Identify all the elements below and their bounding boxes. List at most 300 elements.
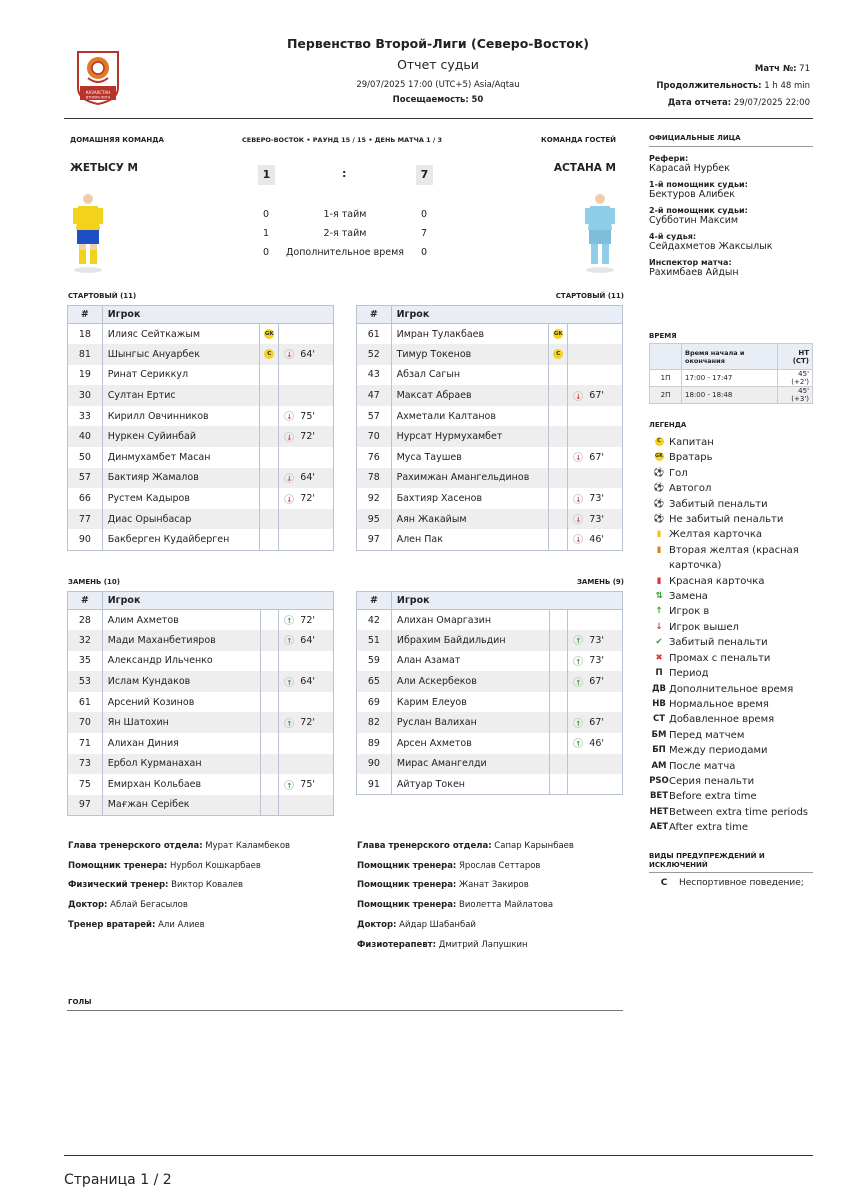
event-time: 64' (300, 634, 315, 646)
official-entry (649, 154, 813, 174)
player-event-cell (568, 344, 623, 365)
player-name: Нурсат Нурмухамбет (391, 426, 549, 447)
player-number: 70 (357, 426, 392, 447)
table-row (357, 630, 623, 651)
legend-item (649, 497, 813, 512)
player-in-icon: ↑ (284, 615, 294, 625)
player-badge-cell (260, 324, 279, 345)
away-subs-label: ЗАМЕНЬ (9) (576, 578, 624, 586)
player-number: 78 (357, 468, 392, 489)
player-in-icon: ↑ (573, 738, 583, 748)
home-starting-table (67, 305, 334, 551)
player-event-cell (568, 529, 623, 550)
warning-text: Неспортивное поведение; (679, 878, 804, 888)
player-name: Арсен Ахметов (391, 733, 549, 754)
player-event-cell (279, 529, 334, 550)
player-number: 50 (68, 447, 103, 468)
table-row (357, 426, 623, 447)
col-player-header: Игрок (391, 306, 622, 324)
player-out-icon: ↓ (284, 349, 294, 359)
time-col-start: Время начала и окончания (682, 344, 778, 370)
event-time: 67' (589, 717, 604, 729)
home-team-label: ДОМАШНЯЯ КОМАНДА (70, 136, 164, 144)
table-row (357, 774, 623, 795)
table-row (68, 509, 334, 530)
home-staff-list (68, 837, 348, 936)
round-info: СЕВЕРО-ВОСТОК • РАУНД 15 / 15 • ДЕНЬ МАТЧА 1 / 3 (242, 136, 443, 144)
staff-role: Глава тренерского отдела: (68, 841, 203, 851)
footer-divider (64, 1155, 813, 1156)
player-number: 76 (357, 447, 392, 468)
staff-entry (68, 896, 348, 916)
away-period-score: 0 (420, 247, 428, 258)
staff-role: Тренер вратарей: (68, 919, 156, 930)
staff-name: Ярослав Сеттаров (459, 860, 541, 871)
home-subs-table (67, 591, 334, 816)
table-row (68, 365, 334, 386)
legend-item (649, 620, 813, 635)
staff-name: Виктор Ковалев (171, 880, 244, 891)
captain-icon: C (553, 349, 563, 359)
report-date: Дата отчета: 29/07/2025 22:00 (667, 98, 810, 108)
player-number: 95 (357, 509, 392, 530)
player-badge-cell (549, 651, 567, 672)
player-event-cell (568, 712, 623, 733)
table-row (68, 610, 334, 631)
legend-item (649, 450, 813, 465)
player-badge-cell (261, 671, 279, 692)
player-name: Бактияр Жамалов (102, 468, 259, 489)
player-badge-cell (261, 754, 279, 775)
player-name: Мағжан Серібек (102, 795, 260, 816)
player-in-icon: ↑ (573, 656, 583, 666)
player-badge-cell (549, 406, 568, 427)
player-badge-cell (261, 795, 279, 816)
player-in-icon: ↑ (284, 677, 294, 687)
legend-text: Between extra time periods (669, 806, 809, 818)
away-kit-icon (582, 190, 618, 278)
player-number: 77 (68, 509, 103, 530)
match-datetime: 29/07/2025 17:00 (UTC+5) Asia/Aqtau (356, 80, 520, 90)
player-event-cell (568, 774, 623, 795)
event-time: 73' (589, 493, 604, 505)
player-event-cell (568, 324, 623, 345)
legend-text: После матча (669, 760, 736, 772)
penalty-scored-icon: ⚽ (653, 498, 665, 509)
player-number: 53 (68, 671, 103, 692)
away-score: 7 (416, 165, 433, 185)
legend-text: Промах с пенальти (669, 652, 771, 664)
player-badge-cell (549, 630, 567, 651)
page-number: Страница 1 / 2 (64, 1172, 172, 1188)
staff-role: Доктор: (357, 919, 397, 930)
legend-item (649, 481, 813, 496)
player-number: 33 (68, 406, 103, 427)
player-name: Алан Азамат (391, 651, 549, 672)
player-name: Бакберген Кудайберген (102, 529, 259, 550)
legend-item (649, 682, 813, 697)
player-event-cell (568, 488, 623, 509)
event-time: 75' (300, 779, 315, 791)
match-number: Матч №: 71 (754, 64, 810, 74)
warning-code: C (660, 878, 668, 888)
player-name: Имран Тулакбаев (391, 324, 549, 345)
legend-abbr: BET (649, 791, 669, 802)
player-event-cell (568, 406, 623, 427)
official-entry (649, 232, 813, 252)
event-time: 64' (300, 348, 315, 360)
goalkeeper-icon-badge: GK (655, 453, 663, 460)
player-number: 42 (357, 610, 392, 631)
staff-role: Физический тренер: (68, 880, 169, 891)
warnings-divider (649, 872, 813, 873)
player-out-icon: ↓ (655, 621, 663, 632)
player-event-cell (279, 324, 334, 345)
player-badge-cell (549, 344, 568, 365)
player-badge-cell (549, 488, 568, 509)
player-number: 28 (68, 610, 103, 631)
legend-abbr: НВ (652, 698, 666, 709)
player-badge-cell (260, 406, 279, 427)
player-out-icon: ↓ (284, 494, 294, 504)
time-title: ВРЕМЯ (649, 332, 677, 340)
goals-divider (67, 1010, 623, 1011)
player-number: 91 (357, 774, 392, 795)
player-name: Айтуар Токен (391, 774, 549, 795)
legend-item (649, 574, 813, 589)
legend-item (649, 789, 813, 804)
home-starting-label: СТАРТОВЫЙ (11) (68, 292, 137, 300)
legend-text: Перед матчем (669, 729, 745, 741)
legend-abbr: ДВ (651, 683, 667, 694)
legend-text: Не забитый пенальти (669, 514, 784, 526)
player-badge-cell (261, 692, 279, 713)
table-row (357, 692, 623, 713)
svg-text:КАЗАХСТАН: КАЗАХСТАН (85, 90, 111, 95)
match-duration: Продолжительность: 1 h 48 min (656, 81, 810, 91)
staff-name: Виолетта Майлатова (459, 900, 554, 911)
player-badge-cell (260, 488, 279, 509)
header-divider (64, 118, 813, 119)
player-name: Кирилл Овчинников (102, 406, 259, 427)
home-kit-icon (70, 190, 106, 278)
legend-abbr: П (655, 668, 663, 679)
player-badge-cell (549, 385, 568, 406)
goalkeeper-icon (649, 450, 669, 465)
player-badge-cell (260, 509, 279, 530)
home-team-name: ЖЕТЫСУ М (70, 162, 138, 174)
player-name: Ален Пак (391, 529, 549, 550)
player-badge-cell (549, 365, 568, 386)
table-row (357, 733, 623, 754)
player-number: 65 (357, 671, 392, 692)
official-role: 4-й судья: (649, 232, 697, 241)
event-time: 73' (589, 513, 604, 525)
player-badge-cell (549, 426, 568, 447)
table-row (68, 630, 334, 651)
report-title: Первенство Второй-Лиги (Северо-Восток) (286, 36, 590, 51)
player-event-cell (568, 365, 623, 386)
period-label: Дополнительное время (285, 247, 404, 258)
table-row (68, 712, 334, 733)
table-row (357, 529, 623, 550)
legend-list (649, 435, 813, 836)
player-number: 69 (357, 692, 392, 713)
table-row (68, 651, 334, 672)
captain-icon: C (264, 349, 274, 359)
player-out-icon: ↓ (573, 452, 583, 462)
player-number: 90 (357, 754, 392, 775)
legend-text: Серия пенальти (669, 775, 755, 787)
table-row (68, 488, 334, 509)
event-time: 67' (589, 676, 604, 688)
player-out-icon: ↓ (284, 432, 294, 442)
officials-title: ОФИЦИАЛЬНЫЕ ЛИЦА (649, 134, 741, 142)
player-name: Мирас Амангелди (391, 754, 549, 775)
legend-text: Замена (669, 591, 708, 603)
captain-icon-badge: C (655, 437, 664, 446)
col-player-header: Игрок (391, 592, 622, 610)
period-label: 1-я тайм (323, 209, 367, 220)
table-row (68, 468, 334, 489)
legend-text: Капитан (669, 437, 714, 448)
player-event-cell (568, 671, 623, 692)
player-number: 82 (357, 712, 392, 733)
player-number: 97 (68, 795, 103, 816)
player-number: 90 (68, 529, 103, 550)
staff-role: Помощник тренера: (357, 880, 457, 891)
staff-entry (68, 837, 348, 857)
legend-item (649, 743, 813, 758)
official-name: Бектуров Алибек (649, 189, 735, 200)
legend-item (649, 712, 813, 727)
player-badge-cell (549, 447, 568, 468)
player-name: Тимур Токенов (391, 344, 549, 365)
player-badge-cell (261, 610, 279, 631)
player-name: Алихан Омаргазин (391, 610, 549, 631)
player-number: 73 (68, 754, 103, 775)
table-row (68, 324, 334, 345)
player-number: 43 (357, 365, 392, 386)
player-in-icon: ↑ (573, 677, 583, 687)
report-subtitle: Отчет судьи (397, 57, 479, 72)
table-row (68, 692, 334, 713)
legend-abbr: PSO (649, 775, 669, 786)
legend-text: Дополнительное время (669, 683, 794, 695)
legend-item (649, 635, 813, 650)
player-name: Руслан Валихан (391, 712, 549, 733)
player-event-cell (279, 488, 334, 509)
table-row (68, 671, 334, 692)
col-number-header: # (68, 592, 103, 610)
player-name: Диас Орынбасар (102, 509, 259, 530)
away-starting-table (356, 305, 623, 551)
officials-divider (649, 146, 813, 147)
attendance: Посещаемость: 50 (392, 95, 484, 105)
official-name: Сейдахметов Жаксылык (649, 241, 773, 252)
table-row (68, 733, 334, 754)
player-name: Арсений Козинов (102, 692, 260, 713)
legend-abbr: AET (649, 822, 669, 833)
player-badge-cell (261, 630, 279, 651)
home-period-score: 0 (262, 247, 270, 258)
player-event-cell (279, 385, 334, 406)
player-event-cell (279, 774, 334, 795)
away-team-name: АСТАНА М (553, 162, 616, 174)
home-period-score: 1 (262, 228, 270, 239)
player-event-cell (279, 712, 334, 733)
event-time: 73' (589, 634, 604, 646)
player-name: Абзал Сагын (391, 365, 549, 386)
player-badge-cell (549, 671, 567, 692)
official-role: 2-й помощник судьи: (649, 206, 748, 215)
legend-text: Игрок вышел (669, 621, 739, 633)
time-ht: 45' (+2') (777, 370, 812, 387)
svg-text:ВТОРАЯ ЛИГА: ВТОРАЯ ЛИГА (85, 95, 111, 100)
player-badge-cell (549, 692, 567, 713)
event-time: 64' (300, 676, 315, 688)
legend-abbr: АМ (651, 760, 667, 771)
legend-abbr: БМ (651, 729, 667, 740)
player-name: Бахтияр Хасенов (391, 488, 549, 509)
player-name: Ян Шатохин (102, 712, 260, 733)
staff-role: Помощник тренера: (357, 900, 457, 911)
staff-name: Жанат Закиров (459, 880, 529, 891)
legend-item (649, 527, 813, 542)
staff-name: Сапар Карынбаев (494, 841, 574, 851)
legend-text: Забитый пенальти (669, 498, 768, 510)
player-event-cell (568, 733, 623, 754)
legend-item (649, 728, 813, 743)
legend-abbr: СТ (652, 714, 666, 725)
player-event-cell (279, 610, 334, 631)
penalty-scored-check-icon: ✔ (655, 637, 663, 648)
player-badge-cell (260, 385, 279, 406)
table-row (357, 324, 623, 345)
table-row (68, 406, 334, 427)
player-event-cell (279, 630, 334, 651)
legend-text: Автогол (669, 483, 712, 495)
legend-item (649, 666, 813, 681)
table-row (68, 385, 334, 406)
time-table (649, 343, 813, 404)
player-event-cell (279, 651, 334, 672)
legend-text: Нормальное время (669, 698, 769, 710)
player-number: 97 (357, 529, 392, 550)
legend-text: Вторая желтая (красная карточка) (669, 544, 799, 572)
warnings-list (649, 878, 813, 888)
legend-item (649, 604, 813, 619)
table-row (357, 447, 623, 468)
player-name: Ибрахим Байдильдин (391, 630, 549, 651)
official-role: Инспектор матча: (649, 258, 732, 267)
player-event-cell (279, 406, 334, 427)
official-role: Рефери: (649, 154, 689, 163)
player-name: Максат Абраев (391, 385, 549, 406)
time-range: 18:00 - 18:48 (682, 387, 778, 404)
player-badge-cell (261, 651, 279, 672)
away-staff-list (357, 837, 637, 955)
player-number: 51 (357, 630, 392, 651)
staff-name: Нурбол Кошкарбаев (170, 860, 261, 871)
player-name: Ахметали Калтанов (391, 406, 549, 427)
player-badge-cell (260, 344, 279, 365)
player-out-icon: ↓ (284, 473, 294, 483)
legend-abbr: HET (649, 806, 669, 817)
event-time: 64' (300, 472, 315, 484)
player-number: 75 (68, 774, 103, 795)
staff-entry (357, 857, 637, 877)
player-number: 61 (357, 324, 392, 345)
captain-icon (649, 435, 669, 450)
player-badge-cell (260, 529, 279, 550)
official-entry (649, 206, 813, 226)
staff-entry (357, 916, 637, 936)
player-number: 81 (68, 344, 103, 365)
legend-text: Забитый пенальти (669, 637, 768, 649)
player-name: Аян Жакайым (391, 509, 549, 530)
event-time: 75' (300, 410, 315, 422)
player-event-cell (279, 671, 334, 692)
legend-text: Гол (669, 467, 688, 479)
table-row (357, 712, 623, 733)
player-name: Мади Маханбетияров (102, 630, 260, 651)
player-badge-cell (549, 468, 568, 489)
own-goal-icon: ⚽ (653, 483, 665, 494)
event-time: 72' (300, 431, 315, 443)
player-event-cell (568, 468, 623, 489)
staff-role: Помощник тренера: (357, 860, 457, 871)
event-time: 72' (300, 717, 315, 729)
away-starting-label: СТАРТОВЫЙ (11) (555, 292, 624, 300)
player-name: Алихан Диния (102, 733, 260, 754)
official-name: Рахимбаев Айдын (649, 267, 739, 278)
player-badge-cell (549, 733, 567, 754)
goals-label: ГОЛЫ (68, 998, 92, 1006)
table-row (68, 774, 334, 795)
player-number: 35 (68, 651, 103, 672)
player-event-cell (568, 651, 623, 672)
staff-entry (357, 896, 637, 916)
player-name: Илияс Сейткажым (102, 324, 259, 345)
player-event-cell (279, 468, 334, 489)
staff-name: Аблай Бегасылов (110, 900, 188, 911)
event-time: 46' (589, 737, 604, 749)
player-name: Динмухамбет Масан (102, 447, 259, 468)
legend-text: After extra time (669, 822, 749, 834)
table-row (357, 406, 623, 427)
table-row (68, 754, 334, 775)
staff-name: Дмитрий Лапушкин (438, 939, 528, 950)
player-name: Алим Ахметов (102, 610, 260, 631)
warning-item (649, 878, 813, 888)
table-row (357, 365, 623, 386)
away-period-score: 7 (420, 228, 428, 239)
away-period-score: 0 (420, 209, 428, 220)
player-out-icon: ↓ (284, 411, 294, 421)
player-name: Рахимжан Амангельдинов (391, 468, 549, 489)
staff-entry (357, 876, 637, 896)
table-row (357, 488, 623, 509)
table-row (357, 385, 623, 406)
player-event-cell (568, 509, 623, 530)
legend-item (649, 805, 813, 820)
penalty-missed-icon: ⚽ (653, 514, 665, 525)
legend-text: Желтая карточка (669, 529, 762, 541)
player-number: 66 (68, 488, 103, 509)
goal-icon: ⚽ (653, 467, 665, 478)
player-badge-cell (549, 774, 567, 795)
